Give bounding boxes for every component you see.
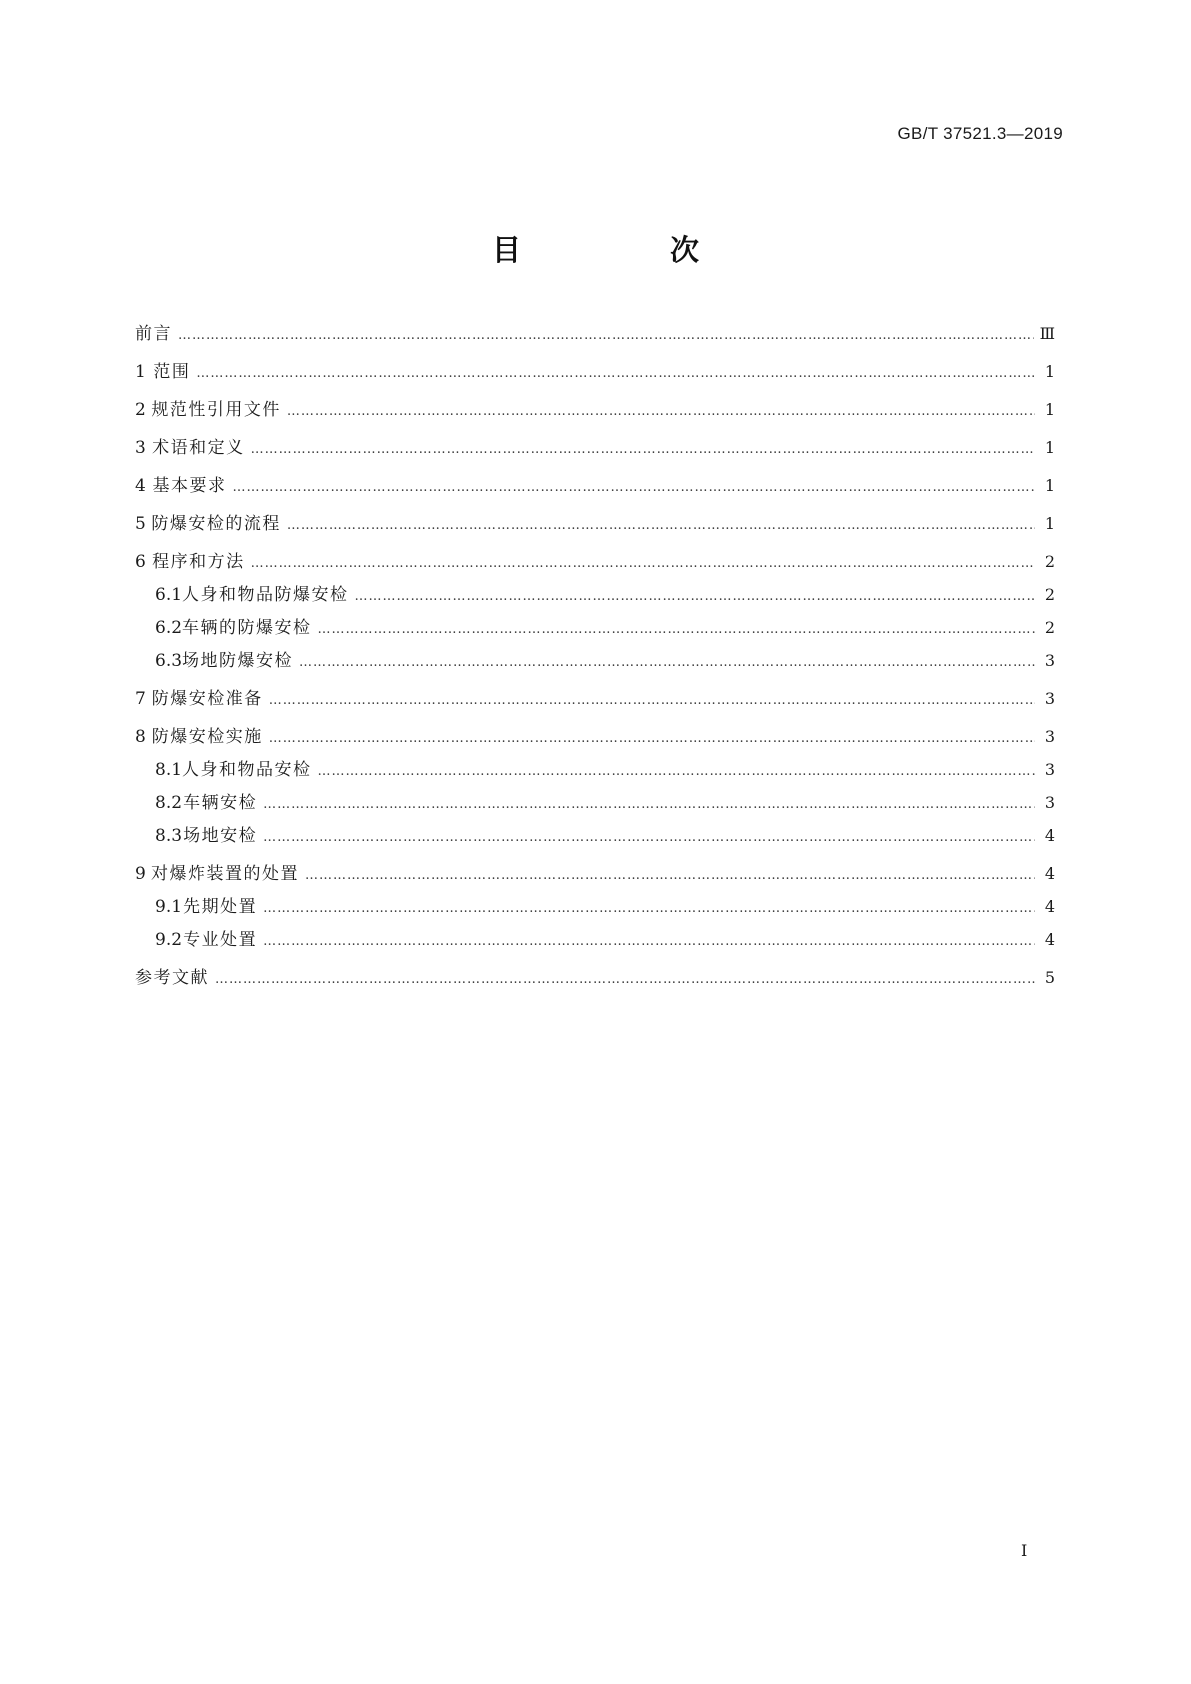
toc-entry[interactable]: [135, 792, 1055, 816]
toc-entry[interactable]: [135, 323, 1055, 347]
standard-number: GB/T 37521.3—2019: [897, 124, 1063, 143]
toc-entry-label: 参考文献: [135, 968, 209, 988]
toc-entry[interactable]: [135, 863, 1055, 887]
toc-entry-number: 9.1: [155, 897, 183, 917]
toc-entry-page: 1: [1044, 438, 1055, 457]
toc-entry-number: 4: [135, 476, 146, 496]
toc-dot-leader: [251, 553, 1035, 575]
toc-dot-leader: [196, 363, 1035, 385]
toc-entry-number: 6.1: [155, 585, 183, 605]
toc-entry[interactable]: [135, 551, 1055, 575]
toc-dot-leader: [305, 865, 1035, 887]
toc-dot-leader: [263, 827, 1035, 849]
toc-entry[interactable]: [135, 399, 1055, 423]
toc-entry-number: 3: [135, 438, 146, 458]
toc-entry-page: 1: [1044, 476, 1055, 495]
toc-entry-page: 3: [1044, 689, 1055, 708]
toc-title: 目 次: [491, 233, 759, 267]
toc-entry-number: 1: [135, 362, 146, 382]
toc-entry[interactable]: [135, 967, 1055, 991]
toc-dot-leader: [287, 515, 1035, 537]
toc-dot-leader: [263, 898, 1035, 920]
toc-entry[interactable]: [135, 929, 1055, 953]
toc-dot-leader: [263, 794, 1035, 816]
toc-entry-label: 范围: [153, 362, 191, 382]
toc-entry-page: 3: [1044, 651, 1055, 670]
toc-entry-page: 3: [1044, 760, 1055, 779]
toc-entry-number: 9.2: [155, 930, 183, 950]
toc-entry[interactable]: [135, 513, 1055, 537]
toc-entry-page: 4: [1044, 930, 1055, 949]
toc-entry-number: 6: [135, 552, 146, 572]
toc-entry-label: 车辆安检: [183, 793, 258, 813]
toc-entry-label: 先期处置: [183, 897, 258, 917]
page-number: Ⅰ: [1021, 1541, 1028, 1560]
toc-dot-leader: [233, 477, 1035, 499]
toc-dot-leader: [269, 690, 1035, 712]
toc-entry-page: 5: [1044, 968, 1055, 987]
toc-entry-label: 基本要求: [152, 476, 227, 496]
toc-dot-leader: [178, 325, 1034, 347]
toc-entry-label: 前言: [135, 324, 172, 344]
toc-entry[interactable]: [135, 584, 1055, 608]
toc-entry-page: 2: [1044, 618, 1055, 637]
toc-entry-label: 场地安检: [183, 826, 258, 846]
toc-entry-page: 4: [1044, 864, 1055, 883]
toc-entry-number: 2: [135, 400, 146, 420]
toc-entry-number: 8.3: [155, 826, 183, 846]
toc-entry-label: 专业处置: [183, 930, 258, 950]
toc-entry[interactable]: [135, 825, 1055, 849]
toc-entry[interactable]: [135, 688, 1055, 712]
toc-entry-page: 3: [1044, 793, 1055, 812]
toc-dot-leader: [287, 401, 1035, 423]
toc-entry-number: 6.3: [155, 651, 183, 671]
toc-entry[interactable]: [135, 896, 1055, 920]
toc-entry-number: 5: [135, 514, 146, 534]
toc-entry[interactable]: [135, 726, 1055, 750]
toc-dot-leader: [318, 761, 1035, 783]
toc-entry-number: 7: [135, 689, 146, 709]
toc-entry[interactable]: [135, 437, 1055, 461]
toc-entry-label: 人身和物品防爆安检: [182, 585, 349, 605]
toc-entry-page: Ⅲ: [1039, 324, 1055, 343]
toc-entry[interactable]: [135, 650, 1055, 674]
toc-entry-number: 9: [135, 864, 146, 884]
toc-entry-page: 4: [1044, 826, 1055, 845]
toc-entry-page: 2: [1044, 552, 1055, 571]
table-of-contents: [135, 323, 1055, 991]
toc-entry-page: 4: [1044, 897, 1055, 916]
toc-entry-label: 术语和定义: [152, 438, 245, 458]
toc-dot-leader: [299, 652, 1035, 674]
toc-entry-page: 3: [1044, 727, 1055, 746]
toc-entry-page: 1: [1044, 362, 1055, 381]
toc-dot-leader: [355, 586, 1035, 608]
toc-dot-leader: [251, 439, 1035, 461]
toc-entry-number: 8.2: [155, 793, 183, 813]
toc-entry-page: 2: [1044, 585, 1055, 604]
toc-entry-label: 防爆安检实施: [151, 727, 263, 747]
toc-entry[interactable]: [135, 617, 1055, 641]
toc-dot-leader: [263, 931, 1035, 953]
toc-entry-label: 对爆炸装置的处置: [150, 864, 299, 884]
toc-entry-label: 车辆的防爆安检: [182, 618, 312, 638]
toc-entry-page: 1: [1044, 400, 1055, 419]
toc-dot-leader: [318, 619, 1035, 641]
toc-entry-label: 人身和物品安检: [182, 760, 312, 780]
toc-entry-label: 防爆安检的流程: [151, 514, 281, 534]
toc-entry[interactable]: [135, 361, 1055, 385]
toc-entry-number: 6.2: [155, 618, 183, 638]
toc-entry-label: 防爆安检准备: [151, 689, 263, 709]
toc-entry-page: 1: [1044, 514, 1055, 533]
toc-entry-label: 程序和方法: [152, 552, 245, 572]
toc-entry-label: 规范性引用文件: [151, 400, 281, 420]
toc-dot-leader: [215, 969, 1035, 991]
toc-entry-label: 场地防爆安检: [182, 651, 294, 671]
toc-entry[interactable]: [135, 475, 1055, 499]
toc-dot-leader: [269, 728, 1035, 750]
toc-entry[interactable]: [135, 759, 1055, 783]
toc-entry-number: 8.1: [155, 760, 183, 780]
toc-entry-number: 8: [135, 727, 146, 747]
